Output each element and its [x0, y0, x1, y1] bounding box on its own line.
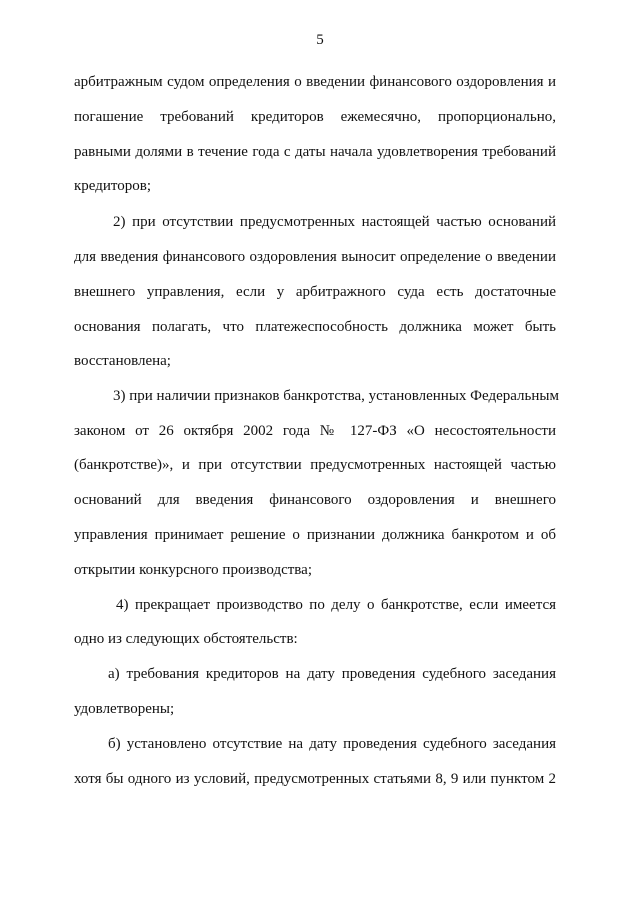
- text-line: для введения финансового оздоровления выносит определение о введении: [74, 249, 556, 265]
- text-line: восстановлена;: [74, 353, 171, 369]
- text-line: хотя бы одного из условий, предусмотренных статьями 8, 9 или пунктом 2: [74, 771, 556, 787]
- text-line: законом от 26 октября 2002 года № 127-ФЗ «О несостоятельности: [74, 423, 556, 439]
- text-line: 4) прекращает производство по делу о банкротстве, если имеется: [116, 597, 556, 613]
- text-line: основания полагать, что платежеспособность должника может быть: [74, 319, 556, 335]
- text-line: управления принимает решение о признании должника банкротом и об: [74, 527, 556, 543]
- text-line: б) установлено отсутствие на дату проведения судебного заседания: [108, 736, 556, 752]
- text-line: равными долями в течение года с даты начала удовлетворения требований: [74, 144, 556, 160]
- text-line: оснований для введения финансового оздоровления и внешнего: [74, 492, 556, 508]
- text-line: открытии конкурсного производства;: [74, 562, 313, 578]
- text-line: удовлетворены;: [74, 701, 175, 717]
- text-line: а) требования кредиторов на дату проведения судебного заседания: [108, 666, 556, 682]
- text-line: кредиторов;: [74, 178, 152, 194]
- page-number: 5: [316, 32, 324, 48]
- text-line: внешнего управления, если у арбитражного суда есть достаточные: [74, 284, 556, 300]
- text-line: погашение требований кредиторов ежемесячно, пропорционально,: [74, 109, 556, 125]
- text-line: (банкротстве)», и при отсутствии предусмотренных настоящей частью: [74, 457, 556, 473]
- text-line: 2) при отсутствии предусмотренных настоящей частью оснований: [113, 214, 556, 230]
- text-line: арбитражным судом определения о введении финансового оздоровления и: [74, 74, 556, 90]
- text-line: одно из следующих обстоятельств:: [74, 631, 298, 647]
- text-line: 3) при наличии признаков банкротства, установленных Федеральным: [113, 388, 559, 404]
